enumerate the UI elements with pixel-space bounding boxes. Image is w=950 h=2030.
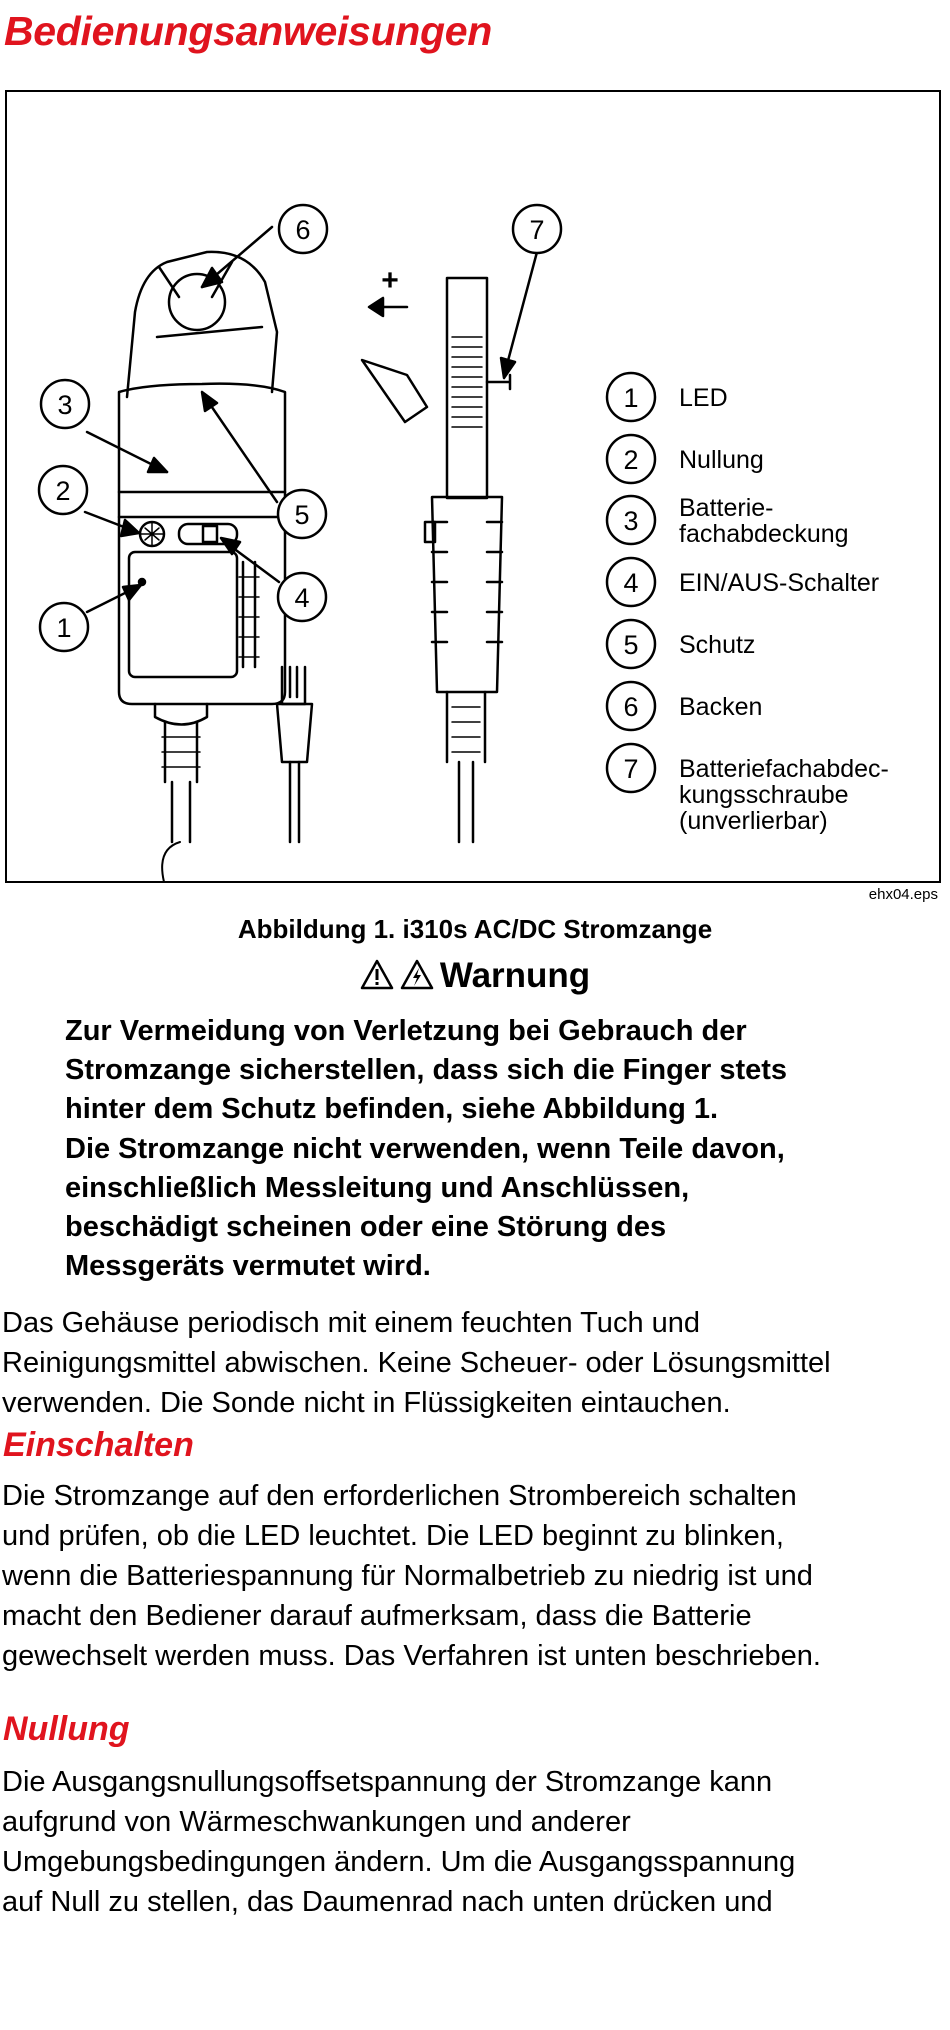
svg-text:Batteriefachabdec-: Batteriefachabdec- (679, 755, 889, 783)
legend-item-7 (607, 744, 889, 835)
svg-text:6: 6 (295, 215, 311, 245)
callout-5 (278, 490, 326, 538)
svg-text:4: 4 (294, 583, 310, 613)
nullung-paragraph: Die Ausgangsnullungsoffsetspannung der Stromzange kann aufgrund von Wärmeschwankungen und anderer Umgebungsbedingungen ändern. Um die Ausgangsspannung auf Null zu stellen, das Daumenrad nach unten drücken und (2, 1766, 796, 1918)
svg-text:3: 3 (623, 506, 639, 536)
legend-item-2 (607, 435, 764, 483)
svg-text:(unverlierbar): (unverlierbar) (679, 807, 828, 835)
svg-text:7: 7 (529, 215, 545, 245)
warning-triangle-icon (360, 959, 394, 990)
figure-file-label: ehx04.eps (868, 886, 938, 903)
warning-title: Warnung (439, 956, 591, 995)
svg-text:3: 3 (57, 390, 73, 420)
legend-item-3 (607, 494, 849, 548)
callout-6 (279, 205, 327, 253)
callout-2 (39, 466, 87, 514)
svg-text:1: 1 (623, 383, 639, 413)
electric-hazard-icon (400, 959, 434, 990)
svg-text:6: 6 (623, 692, 639, 722)
svg-text:4: 4 (623, 568, 639, 598)
svg-text:2: 2 (55, 476, 71, 506)
svg-text:kungsschraube: kungsschraube (679, 781, 849, 809)
svg-text:EIN/AUS-Schalter: EIN/AUS-Schalter (679, 569, 880, 597)
svg-text:7: 7 (623, 754, 639, 784)
figure-caption: Abbildung 1. i310s AC/DC Stromzange (237, 914, 713, 944)
callout-3 (41, 380, 89, 428)
callout-circles (39, 205, 561, 651)
einschalten-paragraph: Die Stromzange auf den erforderlichen Strombereich schalten und prüfen, ob die LED leuchtet. Die LED beginnt zu blinken, wenn die Batteriespannung für Normalbetrieb zu niedrig ist und macht den Bediener darauf aufmerksam, dass die Batterie gewechselt werden muss. Das Verfahren ist unten beschrieben. (2, 1480, 821, 1672)
figure-frame (5, 90, 941, 883)
callout-leaders (85, 227, 537, 612)
svg-text:5: 5 (294, 500, 310, 530)
svg-text:1: 1 (56, 613, 72, 643)
callout-4 (278, 573, 326, 621)
svg-text:Batterie-: Batterie- (679, 494, 774, 522)
svg-text:5: 5 (623, 630, 639, 660)
svg-text:Backen: Backen (679, 693, 763, 721)
polarity-plus-mark: + (381, 264, 399, 297)
warning-paragraph-2: Die Stromzange nicht verwenden, wenn Teile davon, einschließlich Messleitung und Anschlüssen, beschädigt scheinen oder eine Störung des Messgeräts vermutet wird. (65, 1133, 785, 1282)
legend-item-5 (607, 620, 755, 668)
legend-item-4 (607, 558, 879, 606)
warning-paragraph-1: Zur Vermeidung von Verletzung bei Gebrauch der Stromzange sicherstellen, dass sich die Finger stets hinter dem Schutz befinden, siehe Abbildung 1. (65, 1015, 788, 1125)
svg-text:2: 2 (623, 445, 639, 475)
cleaning-paragraph: Das Gehäuse periodisch mit einem feuchten Tuch und Reinigungsmittel abwischen. Keine Scheuer- oder Lösungsmittel verwenden. Die Sonde nicht in Flüssigkeiten eintauchen. (2, 1307, 831, 1419)
callout-7 (513, 205, 561, 253)
callout-1 (40, 603, 88, 651)
svg-text:Nullung: Nullung (679, 446, 764, 474)
warning-heading (0, 956, 950, 996)
clamp-front-view (119, 252, 312, 881)
svg-text:Schutz: Schutz (679, 631, 756, 659)
page-title: Bedienungsanweisungen (4, 8, 493, 54)
heading-einschalten: Einschalten (3, 1426, 194, 1464)
legend-item-6 (607, 682, 762, 730)
svg-text:LED: LED (679, 384, 728, 412)
heading-nullung: Nullung (3, 1710, 130, 1748)
legend-item-1 (607, 373, 728, 421)
svg-text:fachabdeckung: fachabdeckung (679, 520, 849, 548)
clamp-illustration (7, 92, 939, 881)
clamp-side-view (362, 278, 510, 842)
figure-legend (607, 373, 889, 835)
